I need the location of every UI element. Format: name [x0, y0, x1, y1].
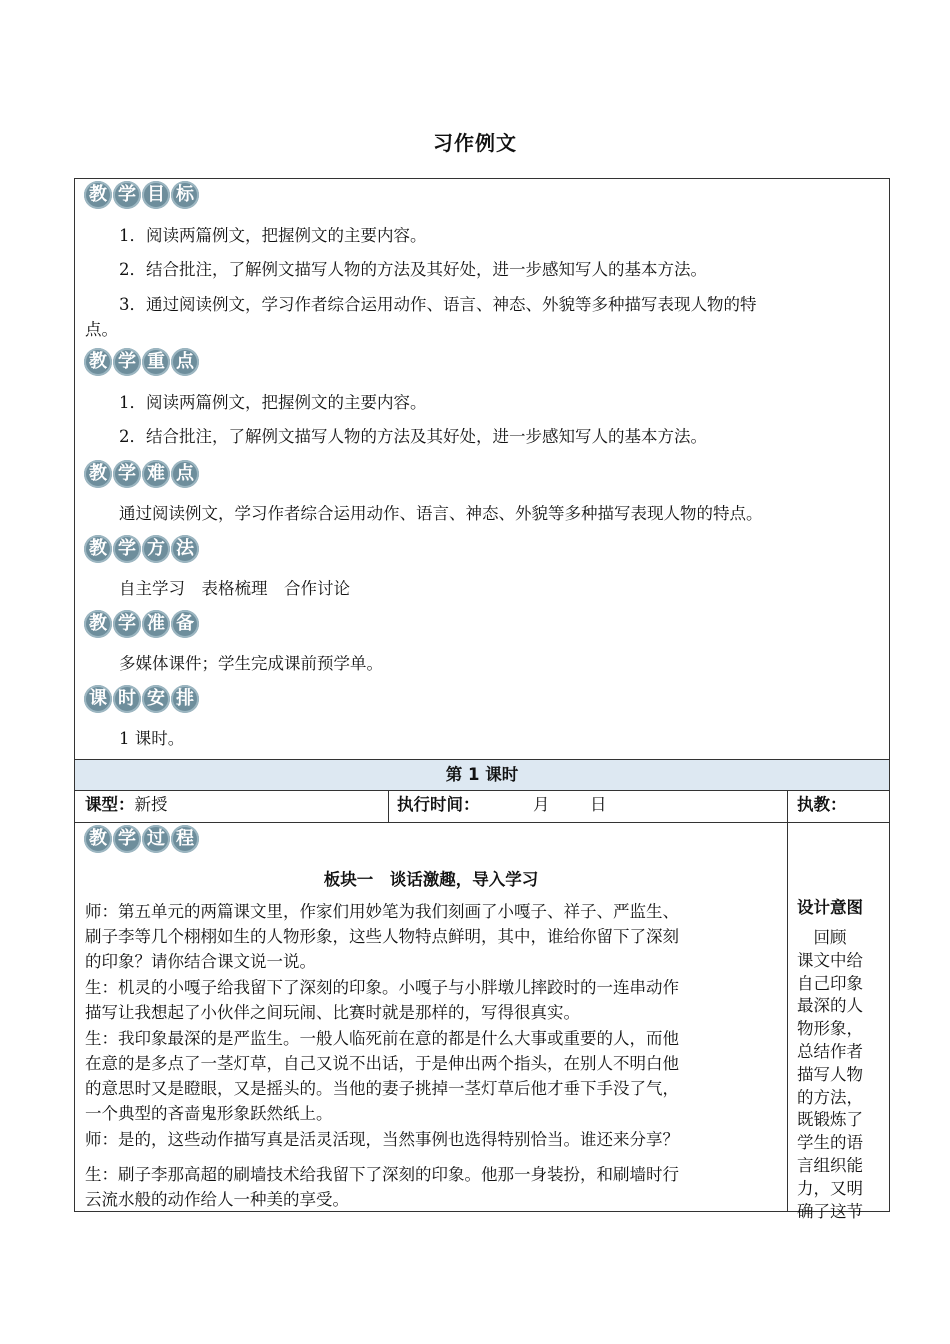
- design-intent-text: 回顾 课文中给 自己印象 最深的人 物形象， 总结作者 描写人物 的方法， 既锻炼了 学生的语 言组织能 力，又明 确了这节: [797, 928, 863, 1221]
- execution-time-month: 月: [533, 795, 550, 814]
- lesson-header: 第 1 课时: [445, 765, 519, 784]
- goal-item: 3．通过阅读例文，学习作者综合运用动作、语言、神态、外貌等多种描写表现人物的特: [119, 295, 757, 314]
- key-point-item: 1．阅读两篇例文，把握例文的主要内容。: [119, 393, 427, 412]
- badge-methods: 教 学 方 法: [84, 535, 199, 563]
- goal-item: 1．阅读两篇例文，把握例文的主要内容。: [119, 226, 427, 245]
- badge-difficulties: 教 学 难 点: [84, 460, 199, 488]
- teacher-label: 执教：: [797, 795, 847, 814]
- type-value: 新授: [134, 795, 168, 814]
- badge-key-points: 教 学 重 点: [84, 348, 199, 376]
- design-intent-title: 设计意图: [797, 898, 863, 917]
- block-title: 板块一 谈话激趣，导入学习: [323, 870, 539, 889]
- badge-teaching-goals: 教 学 目 标: [84, 181, 199, 209]
- lesson-plan-table: [74, 178, 890, 1221]
- dialog-paragraph: 生：刷子李那高超的刷墙技术给我留下了深刻的印象。他那一身装扮，和刷墙时行 云流水般的动作给人一种美的享受。: [85, 1165, 679, 1209]
- execution-time-label: 执行时间：: [397, 795, 480, 814]
- schedule-text: 1 课时。: [119, 729, 185, 748]
- dialog-paragraph: 生：机灵的小嘎子给我留下了深刻的印象。小嘎子与小胖墩儿摔跤时的一连串动作 描写让我想起了小伙伴之间玩闹、比赛时就是那样的，写得很真实。: [85, 978, 679, 1022]
- difficulty-text: 通过阅读例文，学习作者综合运用动作、语言、神态、外貌等多种描写表现人物的特点。: [119, 504, 763, 523]
- badge-teaching-process: 教 学 过 程: [84, 825, 199, 853]
- goal-item-continued: 点。: [85, 320, 118, 339]
- goal-item: 2．结合批注，了解例文描写人物的方法及其好处，进一步感知写人的基本方法。: [119, 260, 707, 279]
- execution-time-day: 日: [590, 795, 607, 814]
- badge-preparation: 教 学 准 备: [84, 610, 199, 638]
- key-point-item: 2．结合批注，了解例文描写人物的方法及其好处，进一步感知写人的基本方法。: [119, 427, 707, 446]
- preparation-text: 多媒体课件；学生完成课前预学单。: [119, 654, 383, 673]
- methods-text: 自主学习 表格梳理 合作讨论: [119, 579, 350, 598]
- page-title: 习作例文: [433, 131, 517, 155]
- badge-schedule: 课 时 安 排: [84, 685, 199, 713]
- type-label: 课型：新授: [85, 795, 168, 814]
- dialog-paragraph: 师：第五单元的两篇课文里，作家们用妙笔为我们刻画了小嘎子、祥子、严监生、 刷子李等几个栩栩如生的人物形象，这些人物特点鲜明，其中，谁给你留下了深刻 的印象？请你结合课文说一说。: [85, 902, 679, 971]
- dialog-paragraph: 生：我印象最深的是严监生。一般人临死前在意的都是什么大事或重要的人，而他 在意的是多点了一茎灯草，自己又说不出话，于是伸出两个指头，在别人不明白他 的意思时又是瞪眼，又是摇头的。当他的妻子挑掉一茎灯草后他才垂下手没了气， 一个典型的吝啬鬼形象跃然纸上。: [85, 1029, 679, 1123]
- dialog-paragraph: 师：是的，这些动作描写真是活灵活现，当然事例也选得特别恰当。谁还来分享？: [85, 1130, 679, 1149]
